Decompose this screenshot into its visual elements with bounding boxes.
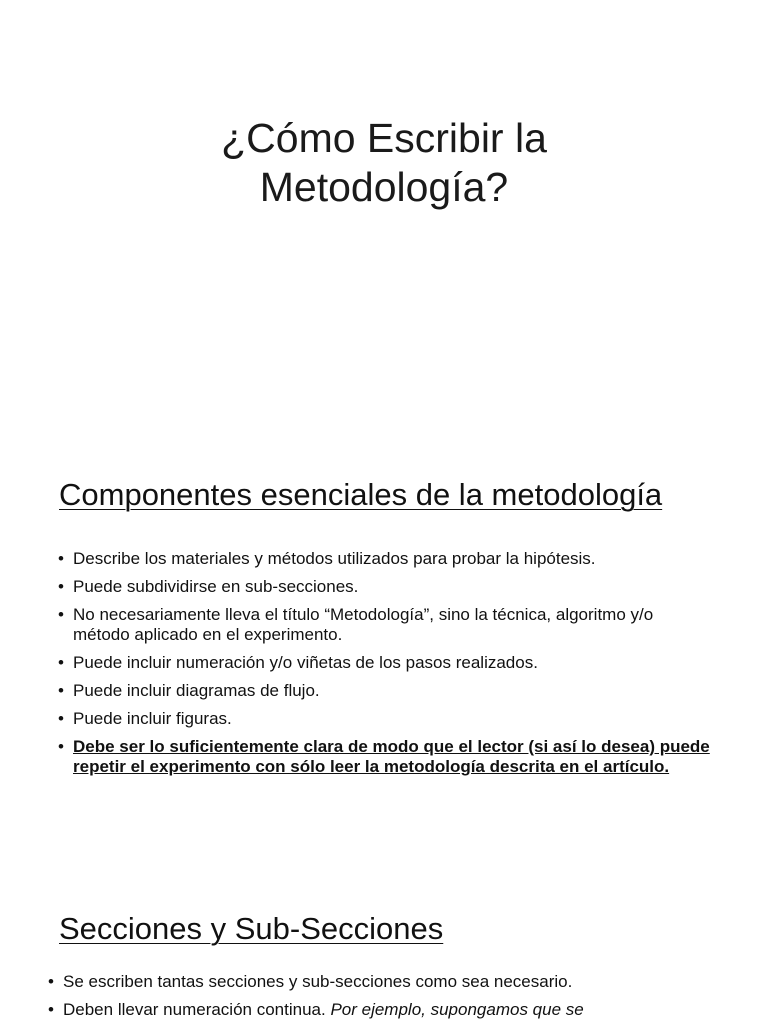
bullet-list xyxy=(48,972,723,1020)
bullet-item-emphasis xyxy=(58,737,713,777)
bullet-item xyxy=(58,653,713,673)
bullet-text: Describe los materiales y métodos utilizados para probar la hipótesis. xyxy=(73,549,596,568)
bullet-text-emphasis: Debe ser lo suficientemente clara de modo que el lector (si así lo desea) puede repetir el experimento con sólo leer la metodología descrita en el artículo. xyxy=(73,737,710,776)
bullet-text: Se escriben tantas secciones y sub-secciones como sea necesario. xyxy=(63,972,573,991)
title-slide xyxy=(0,0,768,398)
slide-title-line-2: Metodología? xyxy=(259,164,509,210)
slide-heading: Secciones y Sub-Secciones xyxy=(59,911,444,946)
bullet-text: Puede incluir figuras. xyxy=(73,709,232,728)
bullet-text: Puede subdividirse en sub-secciones. xyxy=(73,577,359,596)
bullet-marker: • xyxy=(48,1000,54,1019)
bullet-item xyxy=(58,549,713,569)
sections-slide xyxy=(0,830,768,1024)
bullet-marker: • xyxy=(48,972,54,991)
bullet-item xyxy=(58,577,713,597)
bullet-marker: • xyxy=(58,577,64,596)
slide-title xyxy=(60,114,708,212)
bullet-marker: • xyxy=(58,737,64,756)
bullet-marker: • xyxy=(58,605,64,624)
bullet-item xyxy=(58,681,713,701)
bullet-text: Deben llevar numeración continua. xyxy=(63,1000,331,1019)
bullet-marker: • xyxy=(58,709,64,728)
bullet-item xyxy=(58,605,713,645)
slide-heading: Componentes esenciales de la metodología xyxy=(59,477,663,512)
bullet-item xyxy=(48,972,723,992)
components-slide xyxy=(0,398,768,830)
bullet-item xyxy=(48,1000,723,1020)
bullet-item xyxy=(58,709,713,729)
bullet-text: No necesariamente lleva el título “Metodología”, sino la técnica, algoritmo y/o método aplicado en el experimento. xyxy=(73,605,654,644)
bullet-list xyxy=(58,549,713,777)
bullet-text: Puede incluir diagramas de flujo. xyxy=(73,681,320,700)
bullet-marker: • xyxy=(58,653,64,672)
bullet-text-italic: Por ejemplo, supongamos que se xyxy=(330,1000,584,1019)
bullet-text: Puede incluir numeración y/o viñetas de los pasos realizados. xyxy=(73,653,538,672)
bullet-marker: • xyxy=(58,681,64,700)
slide-title-line-1: ¿Cómo Escribir la xyxy=(221,115,547,161)
bullet-marker: • xyxy=(58,549,64,568)
